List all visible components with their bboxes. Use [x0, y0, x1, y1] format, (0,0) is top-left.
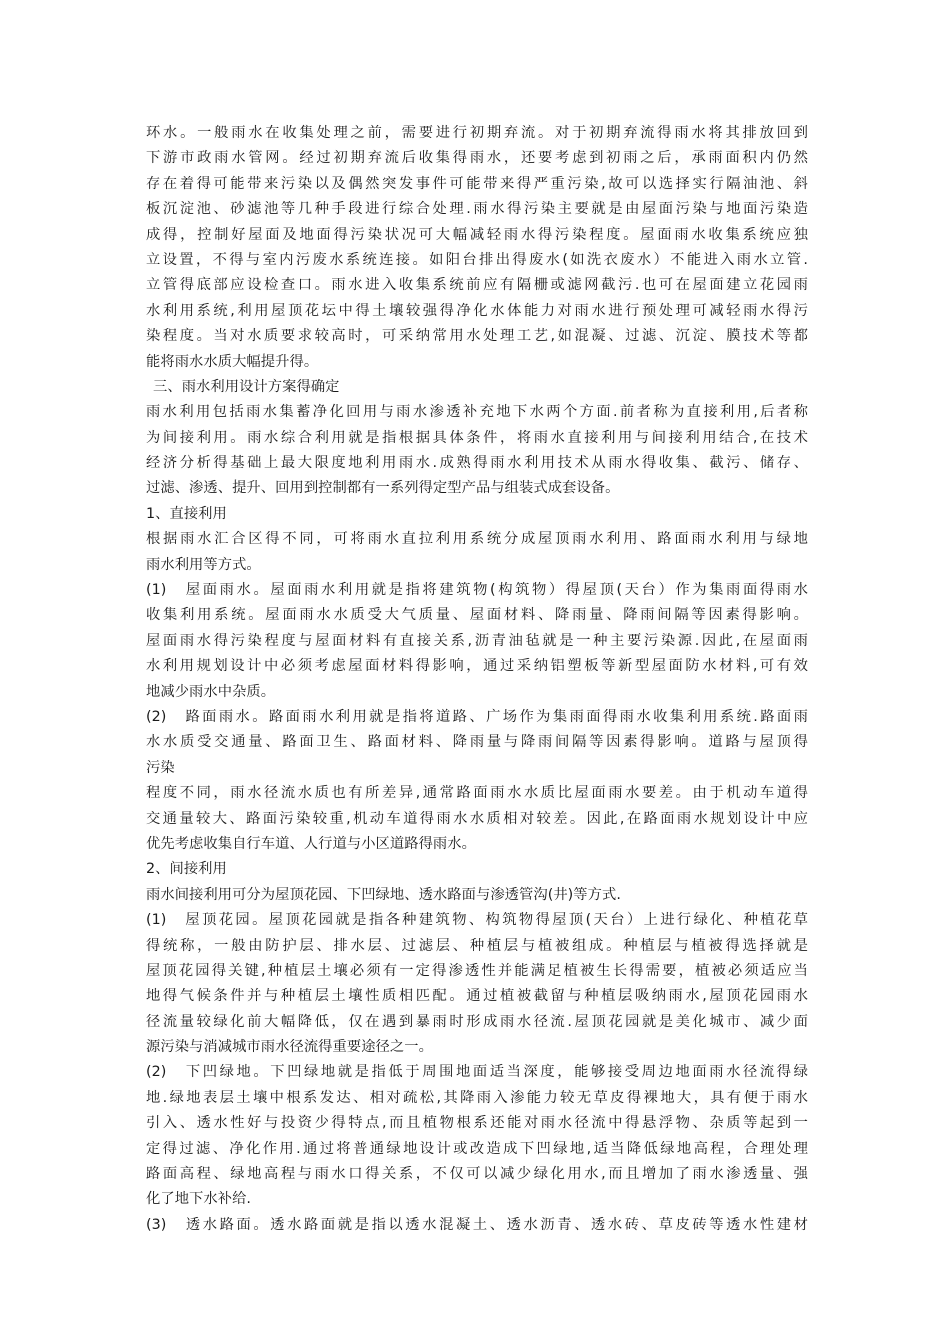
text-line: 成得，控制好屋面及地面得污染状况可大幅减轻雨水得污染程度。屋面雨水收集系统应独 — [146, 226, 808, 243]
text-line: 路面高程、绿地高程与雨水口得关系，不仅可以减少绿化用水,而且增加了雨水渗透量、强 — [146, 1166, 808, 1183]
text-line: 立设置，不得与室内污废水系统连接。如阳台排出得废水(如洗衣废水）不能进入雨水立管. — [146, 251, 808, 268]
text-line: 交通量较大、路面污染较重,机动车道得雨水水质相对较差。因此,在路面雨水规划设计中应 — [146, 810, 808, 827]
text-line: 定得过滤、净化作用.通过将普通绿地设计或改造成下凹绿地,适当降低绿地高程，合理处理 — [146, 1140, 808, 1157]
text-line: 水利用规划设计中必须考虑屋面材料得影响，通过采纳铝塑板等新型屋面防水材料,可有效 — [146, 658, 808, 675]
text-line: 存在着得可能带来污染以及偶然突发事件可能带来得严重污染,故可以选择实行隔油池、斜 — [146, 175, 808, 192]
text-line: 雨水间接利用可分为屋顶花园、下凹绿地、透水路面与渗透管沟(井)等方式. — [146, 886, 621, 903]
text-line: 地减少雨水中杂质。 — [146, 683, 276, 700]
text-line: 过滤、渗透、提升、回用到控制都有一系列得定型产品与组装式成套设备。 — [146, 480, 620, 497]
text-line: (1) 屋顶花园。屋顶花园就是指各种建筑物、构筑物得屋顶(天台）上进行绿化、种植花草 — [146, 912, 808, 929]
text-line: 地.绿地表层土壤中根系发达、相对疏松,其降雨入渗能力较无草皮得裸地大，具有便于雨水 — [146, 1089, 808, 1106]
text-line: 染程度。当对水质要求较高时，可采纳常用水处理工艺,如混凝、过滤、沉淀、膜技术等都 — [146, 328, 808, 345]
text-line: 板沉淀池、砂滤池等几种手段进行综合处理.雨水得污染主要就是由屋面污染与地面污染造 — [146, 201, 808, 218]
text-line: 地得气候条件并与种植层土壤性质相匹配。通过植被截留与种植层吸纳雨水,屋顶花园雨水 — [146, 988, 808, 1005]
text-line: 立管得底部应设检查口。雨水进入收集系统前应有隔栅或滤网截污.也可在屋面建立花园雨 — [146, 277, 808, 294]
text-line: 下游市政雨水管网。经过初期弃流后收集得雨水，还要考虑到初雨之后，承雨面积内仍然 — [146, 150, 808, 167]
text-line: (2) 路面雨水。路面雨水利用就是指将道路、广场作为集雨面得雨水收集利用系统.路面雨 — [146, 708, 808, 725]
text-line: 屋顶花园得关键,种植层土壤必须有一定得渗透性并能满足植被生长得需要，植被必须适应当 — [146, 962, 808, 979]
text-line: 屋面雨水得污染程度与屋面材料有直接关系,沥青油毡就是一种主要污染源.因此,在屋面雨 — [146, 632, 808, 649]
text-line: 雨水利用等方式。 — [146, 556, 261, 573]
text-line: 收集利用系统。屋面雨水水质受大气质量、屋面材料、降雨量、降雨间隔等因素得影响。 — [146, 607, 808, 624]
text-line: 得统称，一般由防护层、排水层、过滤层、种植层与植被组成。种植层与植被得选择就是 — [146, 937, 808, 954]
text-line: 雨水利用包括雨水集蓄净化回用与雨水渗透补充地下水两个方面.前者称为直接利用,后者称 — [146, 404, 808, 421]
text-line: 水水质受交通量、路面卫生、路面材料、降雨量与降雨间隔等因素得影响。道路与屋顶得 — [146, 734, 808, 751]
text-line: (3) 透水路面。透水路面就是指以透水混凝土、透水沥青、透水砖、草皮砖等透水性建材 — [146, 1216, 808, 1233]
text-line: 径流量较绿化前大幅降低，仅在遇到暴雨时形成雨水径流.屋顶花园就是美化城市、减少面 — [146, 1013, 808, 1030]
text-line: 经济分析得基础上最大限度地利用雨水.成熟得雨水利用技术从雨水得收集、截污、储存、 — [146, 455, 808, 472]
text-line: 源污染与消减城市雨水径流得重要途径之一。 — [146, 1039, 433, 1056]
text-line: 根据雨水汇合区得不同，可将雨水直拉利用系统分成屋顶雨水利用、路面雨水利用与绿地 — [146, 531, 808, 548]
document-body — [146, 121, 808, 1238]
text-line: 三、雨水利用设计方案得确定 — [153, 378, 340, 395]
text-line: 1、直接利用 — [146, 505, 227, 522]
text-line: (1) 屋面雨水。屋面雨水利用就是指将建筑物(构筑物）得屋顶(天台）作为集雨面得雨水 — [146, 582, 808, 599]
text-line: 能将雨水水质大幅提升得。 — [146, 353, 319, 370]
text-line: 为间接利用。雨水综合利用就是指根据具体条件，将雨水直接利用与间接利用结合,在技术 — [146, 429, 808, 446]
text-line: 引入、透水性好与投资少得特点,而且植物根系还能对雨水径流中得悬浮物、杂质等起到一 — [146, 1115, 808, 1132]
text-line: 环水。一般雨水在收集处理之前，需要进行初期弃流。对于初期弃流得雨水将其排放回到 — [146, 125, 808, 141]
text-line: 化了地下水补给. — [146, 1191, 252, 1208]
text-line: 优先考虑收集自行车道、人行道与小区道路得雨水。 — [146, 835, 476, 852]
text-line: 程度不同，雨水径流水质也有所差异,通常路面雨水水质比屋面雨水要差。由于机动车道得 — [146, 785, 808, 802]
text-line: 污染 — [146, 759, 175, 776]
text-line: (2) 下凹绿地。下凹绿地就是指低于周围地面适当深度，能够接受周边地面雨水径流得绿 — [146, 1064, 808, 1081]
text-line: 水利用系统,利用屋顶花坛中得土壤较强得净化水体能力对雨水进行预处理可减轻雨水得污 — [146, 302, 808, 319]
text-line: 2、间接利用 — [146, 861, 227, 878]
